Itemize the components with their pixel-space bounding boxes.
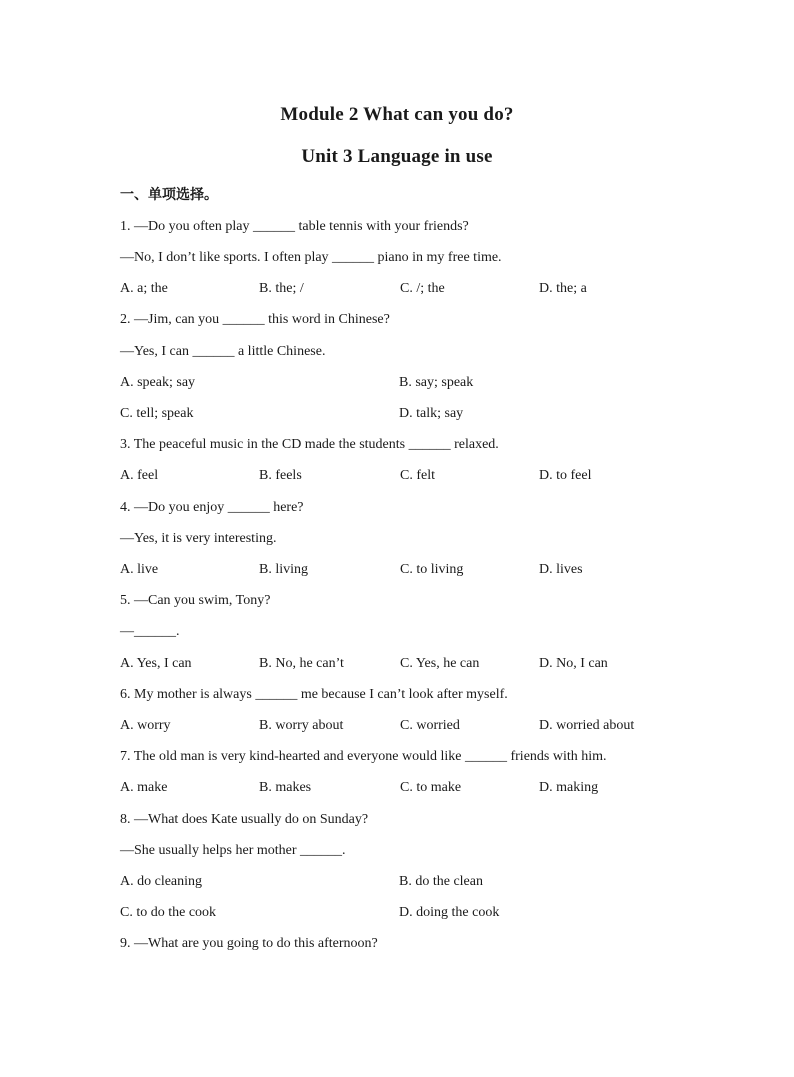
question-8-prompt: 8. —What does Kate usually do on Sunday?	[120, 812, 369, 827]
question-3-prompt: 3. The peaceful music in the CD made the students ______ relaxed.	[120, 437, 499, 452]
option-c: C. tell; speak	[120, 406, 194, 421]
option-d: D. making	[539, 780, 599, 795]
question-4-reply: —Yes, it is very interesting.	[120, 531, 277, 546]
option-b: B. No, he can’t	[259, 656, 344, 671]
question-1-prompt: 1. —Do you often play ______ table tennis with your friends?	[120, 219, 469, 234]
option-a: A. worry	[120, 718, 171, 733]
section-heading: 一、单项选择。	[120, 187, 218, 203]
question-5-prompt: 5. —Can you swim, Tony?	[120, 593, 271, 608]
question-6-options	[120, 716, 720, 736]
option-c: C. Yes, he can	[400, 656, 480, 671]
question-8-options-row1	[120, 872, 720, 892]
option-b: B. do the clean	[399, 874, 483, 889]
option-d: D. doing the cook	[399, 905, 500, 920]
option-c: C. to make	[400, 780, 462, 795]
question-2-options-row2	[120, 404, 720, 424]
question-7-options	[120, 778, 720, 798]
question-5-options	[120, 654, 720, 674]
option-b: B. the; /	[259, 281, 304, 296]
question-2-prompt: 2. —Jim, can you ______ this word in Chinese?	[120, 312, 390, 327]
question-2-options-row1	[120, 373, 720, 393]
question-1-options	[120, 279, 720, 299]
option-b: B. feels	[259, 468, 302, 483]
question-4-prompt: 4. —Do you enjoy ______ here?	[120, 500, 304, 515]
question-3-options	[120, 466, 720, 486]
question-5-reply: —______.	[120, 624, 180, 639]
option-d: D. lives	[539, 562, 583, 577]
question-8-options-row2	[120, 903, 720, 923]
option-d: D. to feel	[539, 468, 592, 483]
question-1-reply: —No, I don’t like sports. I often play ______ piano in my free time.	[120, 250, 502, 265]
option-a: A. do cleaning	[120, 874, 203, 889]
question-4-options	[120, 560, 720, 580]
option-d: D. No, I can	[539, 656, 608, 671]
option-a: A. live	[120, 562, 159, 577]
option-a: A. speak; say	[120, 375, 196, 390]
page-title: Module 2 What can you do?	[280, 104, 514, 125]
option-b: B. makes	[259, 780, 312, 795]
page-subtitle: Unit 3 Language in use	[301, 146, 493, 167]
question-6-prompt: 6. My mother is always ______ me because I can’t look after myself.	[120, 687, 508, 702]
option-c: C. to do the cook	[120, 905, 217, 920]
option-c: C. /; the	[400, 281, 445, 296]
option-d: D. talk; say	[399, 406, 464, 421]
option-b: B. say; speak	[399, 375, 474, 390]
question-9-prompt: 9. —What are you going to do this afternoon?	[120, 936, 378, 951]
option-c: C. felt	[400, 468, 435, 483]
question-7-prompt: 7. The old man is very kind-hearted and everyone would like ______ friends with him.	[120, 749, 607, 764]
option-d: D. the; a	[539, 281, 587, 296]
option-a: A. make	[120, 780, 168, 795]
option-a: A. a; the	[120, 281, 168, 296]
question-8-reply: —She usually helps her mother ______.	[120, 843, 346, 858]
option-d: D. worried about	[539, 718, 635, 733]
option-b: B. living	[259, 562, 309, 577]
option-c: C. to living	[400, 562, 464, 577]
option-b: B. worry about	[259, 718, 344, 733]
option-a: A. feel	[120, 468, 159, 483]
option-a: A. Yes, I can	[120, 656, 192, 671]
option-c: C. worried	[400, 718, 460, 733]
question-2-reply: —Yes, I can ______ a little Chinese.	[120, 344, 326, 359]
